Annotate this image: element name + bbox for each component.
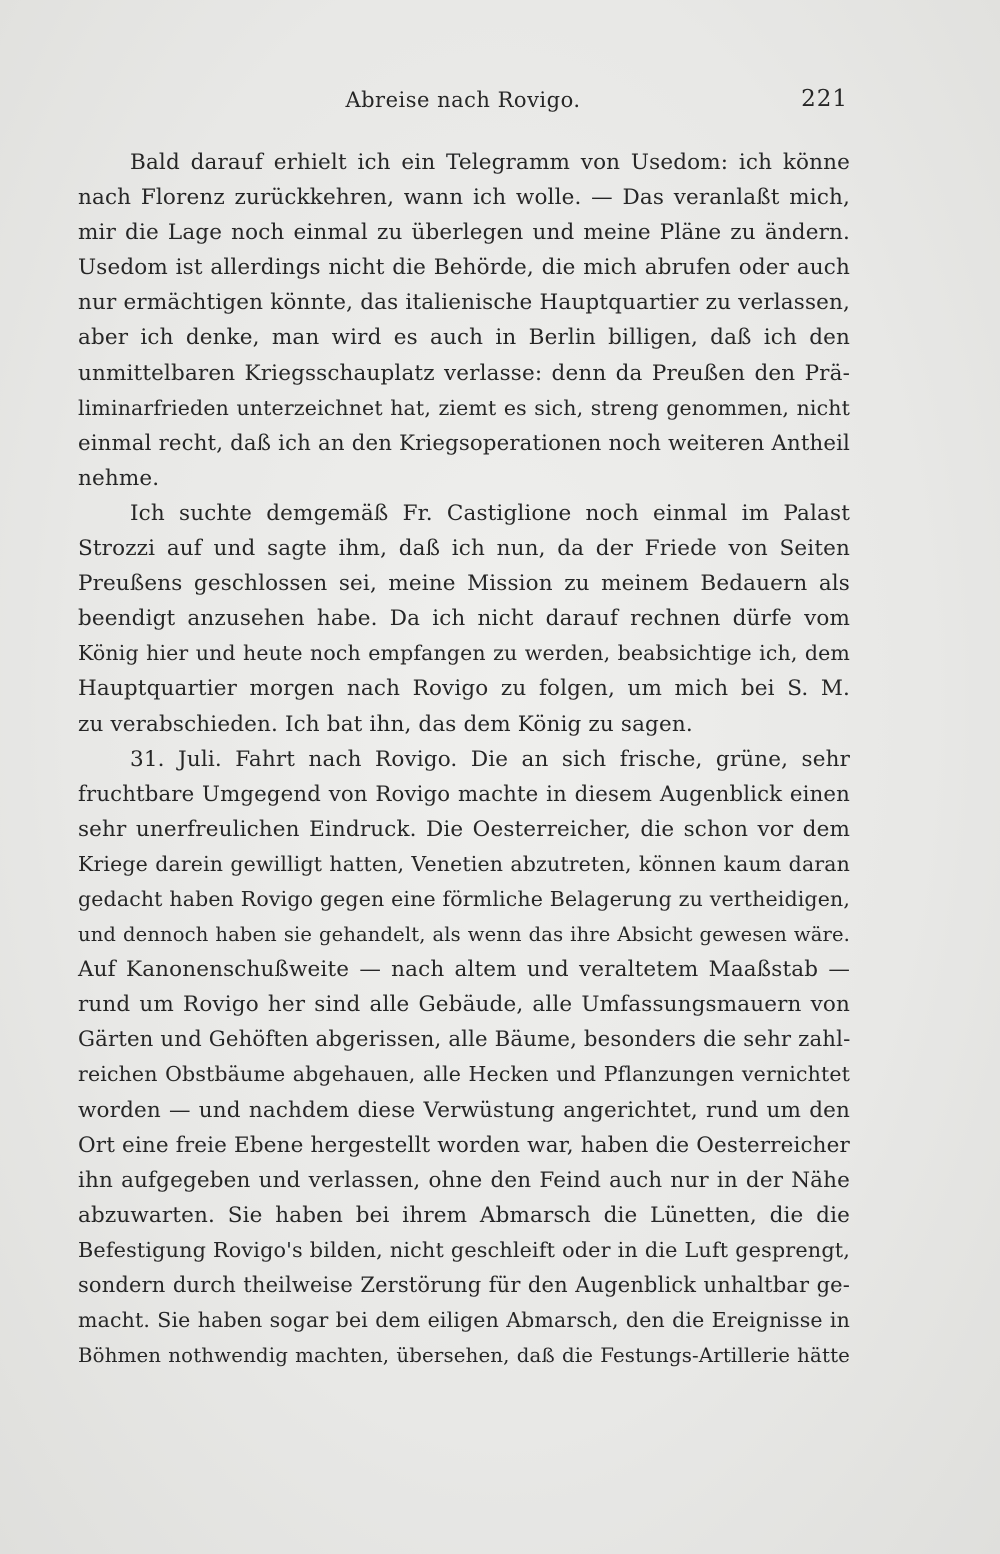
- text-line: Böhmen nothwendig machten, übersehen, daß die Festungs-Artillerie hätte: [78, 1344, 850, 1368]
- text-line: macht. Sie haben sogar bei dem eiligen Abmarsch, den die Ereignisse in: [78, 1308, 850, 1333]
- text-line: mir die Lage noch einmal zu überlegen und meine Pläne zu ändern.: [78, 220, 850, 246]
- text-line: Befestigung Rovigo's bilden, nicht geschleift oder in die Luft gesprengt,: [78, 1237, 850, 1262]
- text-line: gedacht haben Rovigo gegen eine förmliche Belagerung zu vertheidigen,: [78, 886, 850, 911]
- page-header: [78, 86, 848, 120]
- text-line: zu verabschieden. Ich bat ihn, das dem König zu sagen.: [78, 711, 693, 737]
- text-line: Auf Kanonenschußweite — nach altem und veraltetem Maaßstab —: [78, 957, 850, 983]
- text-line: einmal recht, daß ich an den Kriegsoperationen noch weiteren Antheil: [78, 430, 850, 456]
- body-text: [78, 145, 850, 1373]
- text-line: Strozzi auf und sagte ihm, daß ich nun, da der Friede von Seiten: [78, 536, 850, 562]
- text-line: Bald darauf erhielt ich ein Telegramm von Usedom: ich könne: [130, 150, 850, 175]
- text-line: Ort eine freie Ebene hergestellt worden war, haben die Oesterreicher: [78, 1132, 850, 1158]
- text-line: sondern durch theilweise Zerstörung für den Augenblick unhaltbar ge-: [78, 1273, 850, 1297]
- text-line: Preußens geschlossen sei, meine Mission zu meinem Bedauern als: [78, 571, 850, 597]
- text-line: Hauptquartier morgen nach Rovigo zu folgen, um mich bei S. M.: [78, 676, 850, 702]
- text-line: worden — und nachdem diese Verwüstung angerichtet, rund um den: [78, 1097, 850, 1123]
- text-line: Ich suchte demgemäß Fr. Castiglione noch einmal im Palast: [130, 500, 850, 526]
- text-line: nur ermächtigen könnte, das italienische Hauptquartier zu verlassen,: [78, 290, 850, 316]
- text-line: König hier und heute noch empfangen zu werden, beabsichtige ich, dem: [78, 641, 850, 666]
- text-line: rund um Rovigo her sind alle Gebäude, alle Umfassungsmauern von: [78, 992, 850, 1018]
- text-line: nach Florenz zurückkehren, wann ich wolle. — Das veranlaßt mich,: [78, 185, 850, 211]
- text-line: Usedom ist allerdings nicht die Behörde, die mich abrufen oder auch: [78, 255, 850, 281]
- text-line: liminarfrieden unterzeichnet hat, ziemt es sich, streng genommen, nicht: [78, 395, 850, 420]
- text-line: Kriege darein gewilligt hatten, Venetien abzutreten, können kaum daran: [78, 851, 850, 876]
- text-line: 31. Juli. Fahrt nach Rovigo. Die an sich frische, grüne, sehr: [130, 746, 850, 772]
- text-line: fruchtbare Umgegend von Rovigo machte in diesem Augenblick einen: [78, 781, 850, 807]
- text-line: Gärten und Gehöften abgerissen, alle Bäume, besonders die sehr zahl-: [78, 1027, 851, 1053]
- running-head: Abreise nach Rovigo.: [345, 88, 581, 112]
- text-line: beendigt anzusehen habe. Da ich nicht darauf rechnen dürfe vom: [78, 606, 850, 632]
- text-line: aber ich denke, man wird es auch in Berlin billigen, daß ich den: [78, 325, 850, 351]
- text-line: nehme.: [78, 465, 160, 491]
- text-line: unmittelbaren Kriegsschauplatz verlasse: denn da Preußen den Prä-: [78, 360, 850, 386]
- page-number: 221: [801, 86, 848, 112]
- text-line: und dennoch haben sie gehandelt, als wenn das ihre Absicht gewesen wäre.: [78, 923, 850, 947]
- text-line: abzuwarten. Sie haben bei ihrem Abmarsch die Lünetten, die die: [78, 1202, 850, 1228]
- text-line: sehr unerfreulichen Eindruck. Die Oesterreicher, die schon vor dem: [78, 816, 850, 842]
- text-line: ihn aufgegeben und verlassen, ohne den Feind auch nur in der Nähe: [78, 1167, 850, 1193]
- text-line: reichen Obstbäume abgehauen, alle Hecken und Pflanzungen vernichtet: [78, 1062, 850, 1087]
